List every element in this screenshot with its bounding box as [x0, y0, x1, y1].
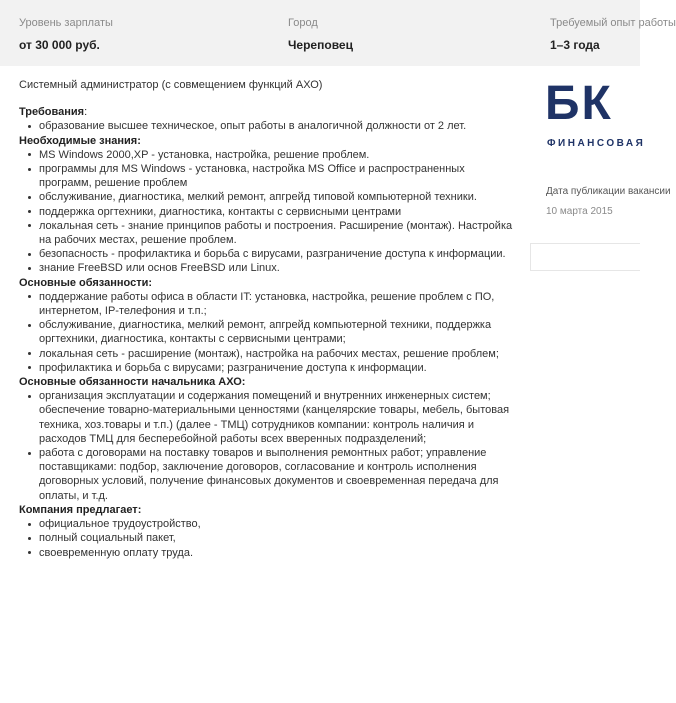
publication-date-label: Дата публикации вакансии	[546, 186, 671, 197]
section-heading-text: Требования	[19, 106, 85, 119]
list-item: полный социальный пакет,	[39, 531, 519, 545]
list-item: локальная сеть - знание принципов работы и построения. Расширение (монтаж). Настройка на рабочих местах, решение проблем.	[39, 219, 519, 247]
list-item: безопасность - профилактика и борьба с вирусами, разграничение доступа к информации.	[39, 247, 519, 261]
salary-label: Уровень зарплаты	[19, 17, 113, 29]
salary-value: от 30 000 руб.	[19, 38, 100, 52]
aho-duties-list	[19, 389, 519, 503]
requirements-list	[19, 119, 519, 133]
section-heading-requirements: Требования:	[19, 106, 88, 119]
list-item: образование высшее техническое, опыт работы в аналогичной должности от 2 лет.	[39, 119, 519, 133]
list-item: профилактика и борьба с вирусами; разграничение доступа к информации.	[39, 361, 519, 375]
city-label: Город	[288, 17, 318, 29]
sidebar-panel	[530, 243, 640, 271]
city-block	[288, 16, 353, 52]
experience-value: 1–3 года	[550, 38, 600, 52]
list-item: программы для MS Windows - установка, настройка MS Office и распространенных программ, решение проблем	[39, 162, 519, 190]
experience-label: Требуемый опыт работы	[550, 17, 676, 29]
offer-list	[19, 517, 519, 560]
section-heading-duties: Основные обязанности:	[19, 276, 153, 289]
vacancy-summary-bar	[0, 0, 676, 66]
city-value: Череповец	[288, 38, 353, 52]
list-item: локальная сеть - расширение (монтаж), настройка на рабочих местах, решение проблем;	[39, 347, 519, 361]
company-logo[interactable]	[545, 76, 665, 152]
vacancy-description	[19, 78, 519, 560]
list-item: поддержка оргтехники, диагностика, контакты с сервисными центрами	[39, 205, 519, 219]
duties-list	[19, 290, 519, 375]
list-item: организация эксплуатации и содержания помещений и внутренних инженерных систем; обеспечение товарно-материальными ценностями (канцелярские товары, мебель, бытовая техника, хоз.товары и т.п.) (далее - ТМЦ) сотрудников компании: контроль наличия и расходов ТМЦ для бесперебойной работы всех вверенных подразделений;	[39, 389, 519, 446]
publication-date-value: 10 марта 2015	[546, 206, 613, 217]
list-item: работа с договорами на поставку товаров и выполнения ремонтных работ; управление поставщиками: подбор, заключение договоров, согласование и контроль исполнения договорных условий, получение финансовых документов и своевременная передача для оплаты, и т.д.	[39, 446, 519, 503]
vacancy-sidebar	[530, 66, 671, 276]
list-item: официальное трудоустройство,	[39, 517, 519, 531]
vacancy-title: Системный администратор (с совмещением функций АХО)	[19, 79, 323, 91]
list-item: поддержание работы офиса в области IT: установка, настройка, решение проблем с ПО, интернетом, IP-телефония и т.п.;	[39, 290, 519, 318]
section-heading-knowledge: Необходимые знания:	[19, 134, 141, 147]
list-item: MS Windows 2000,XP - установка, настройка, решение проблем.	[39, 148, 519, 162]
knowledge-list	[19, 148, 519, 276]
list-item: знание FreeBSD или основ FreeBSD или Linux.	[39, 261, 519, 275]
company-logo-letters: БК	[545, 77, 613, 130]
list-item: своевременную оплату труда.	[39, 546, 519, 560]
list-item: обслуживание, диагностика, мелкий ремонт, апгрейд типовой компьютерной техники.	[39, 190, 519, 204]
company-logo-subtitle: ФИНАНСОВАЯ	[547, 138, 646, 149]
list-item: обслуживание, диагностика, мелкий ремонт, апгрейд компьютерной техники, поддержка оргтехники, диагностика, контакты с сервисными центрами;	[39, 318, 519, 346]
section-heading-aho-duties: Основные обязанности начальника АХО:	[19, 376, 246, 389]
experience-block	[550, 16, 676, 52]
salary-block	[19, 16, 113, 52]
section-heading-offer: Компания предлагает:	[19, 503, 142, 516]
